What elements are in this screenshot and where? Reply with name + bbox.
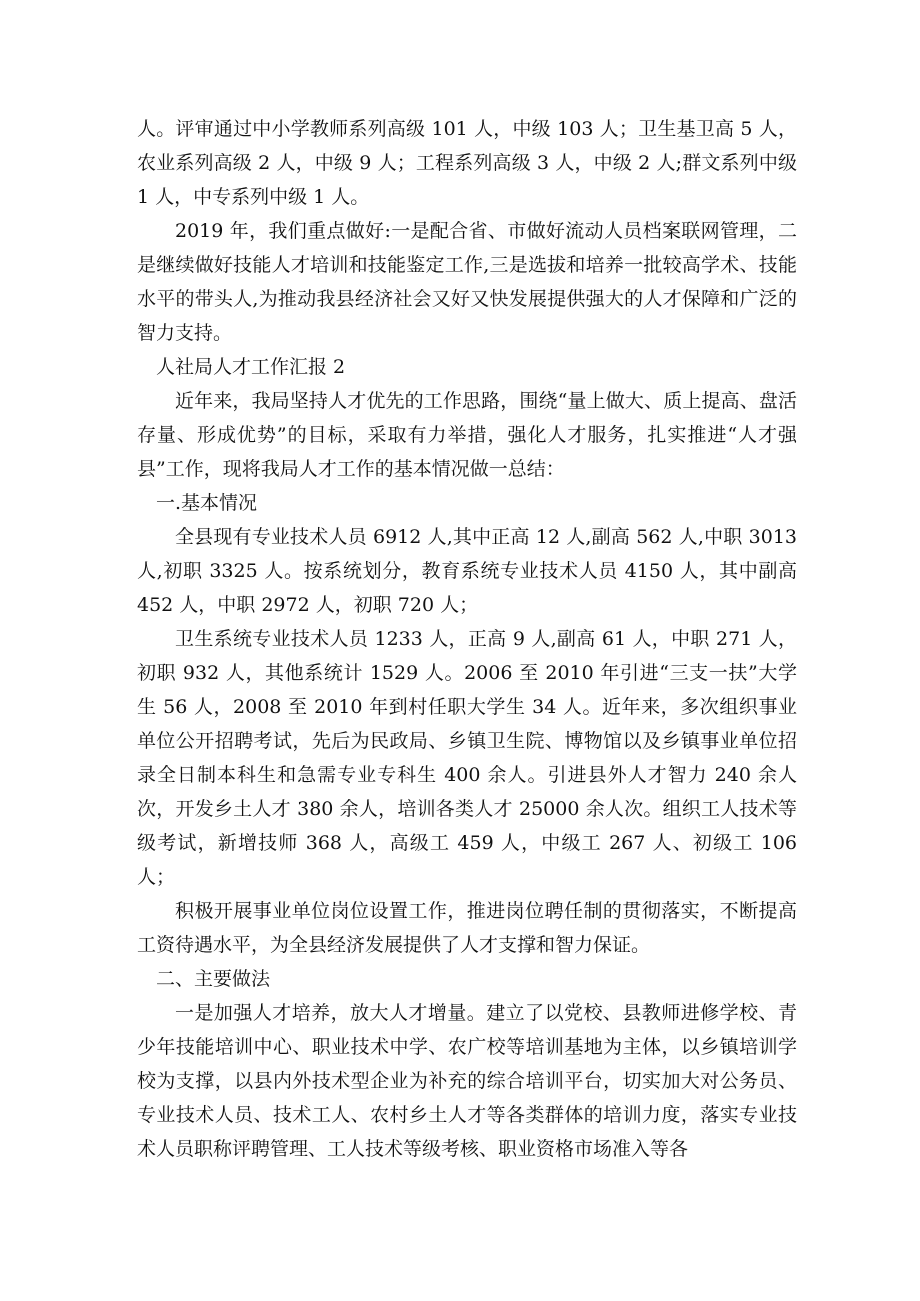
section-heading-basic: 一.基本情况 (156, 492, 258, 514)
paragraph-staff-totals: 全县现有专业技术人员 6912 人,其中正高 12 人,副高 562 人,中职 3013 人,初职 3325 人。按系统划分，教育系统专业技术人员 4150 人，其中副高 452 人，中职 2972 人，初职 720 人； (137, 526, 797, 616)
paragraph-continued: 人。评审通过中小学教师系列高级 101 人，中级 103 人；卫生基卫高 5 人，农业系列高级 2 人，中级 9 人；工程系列高级 3 人，中级 2 人;群文系列中级 1 人，中专系列中级 1 人。 (137, 118, 797, 208)
paragraph-2019-plan: 2019 年，我们重点做好:一是配合省、市做好流动人员档案联网管理，二是继续做好技能人才培训和技能鉴定工作,三是选拔和培养一批较高学术、技能水平的带头人,为推动我县经济社会又好又快发展提供强大的人才保障和广泛的智力支持。 (137, 220, 797, 344)
paragraph-health-system: 卫生系统专业技术人员 1233 人，正高 9 人,副高 61 人，中职 271 人，初职 932 人，其他系统计 1529 人。2006 至 2010 年引进“三支一扶”大学生 56 人，2008 至 2010 年到村任职大学生 34 人。近年来，多次组织事业单位公开招聘考试，先后为民政局、乡镇卫生院、博物馆以及乡镇事业单位招录全日制本科生和急需专业专科生 400 余人。引进县外人才智力 240 余人次，开发乡土人才 380 余人，培训各类人才 25000 余人次。组织工人技术等级考试，新增技师 368 人，高级工 459 人，中级工 267 人、初级工 106 人； (137, 628, 797, 888)
document-body (137, 112, 797, 1166)
section-heading-methods: 二、主要做法 (156, 968, 271, 990)
paragraph-training: 一是加强人才培养，放大人才增量。建立了以党校、县教师进修学校、青少年技能培训中心、职业技术中学、农广校等培训基地为主体，以乡镇培训学校为支撑，以县内外技术型企业为补充的综合培训平台，切实加大对公务员、专业技术人员、技术工人、农村乡土人才等各类群体的培训力度，落实专业技术人员职称评聘管理、工人技术等级考核、职业资格市场准入等各 (137, 1002, 797, 1160)
paragraph-post-setting: 积极开展事业单位岗位设置工作，推进岗位聘任制的贯彻落实，不断提高工资待遇水平，为全县经济发展提供了人才支撑和智力保证。 (137, 900, 797, 956)
report-title: 人社局人才工作汇报 2 (156, 356, 346, 378)
paragraph-intro: 近年来，我局坚持人才优先的工作思路，围绕“量上做大、质上提高、盘活存量、形成优势”的目标，采取有力举措，强化人才服务，扎实推进“人才强县”工作，现将我局人才工作的基本情况做一总结： (137, 390, 797, 480)
